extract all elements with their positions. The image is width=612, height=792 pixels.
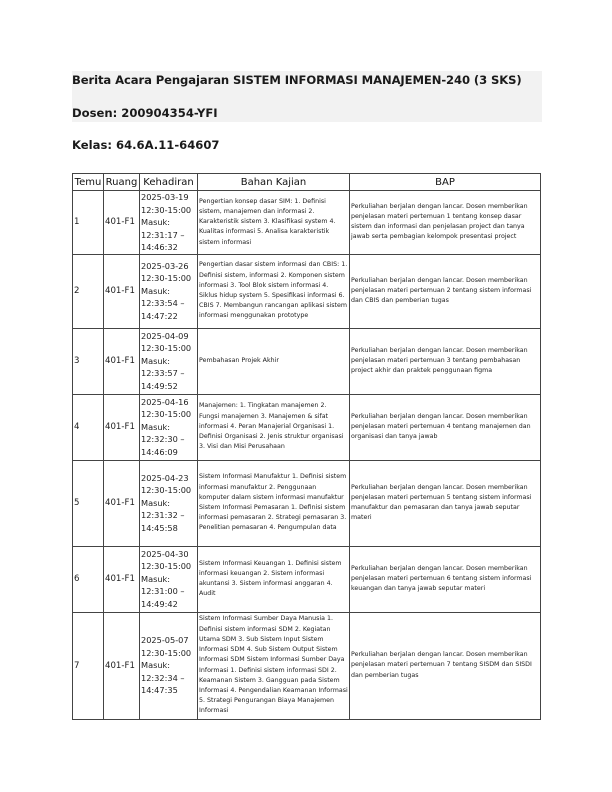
cell-ruang: 401-F1 (104, 546, 140, 612)
cell-bap: Perkuliahan berjalan dengan lancar. Dosen memberikan penjelasan materi pertemuan 6 tentang sistem informasi keuangan dan tanya jawab seputar materi (350, 546, 541, 612)
cell-bap: Perkuliahan berjalan dengan lancar. Dosen memberikan penjelasan materi pertemuan 3 tentang pembahasan project akhir dan praktek penggunaan figma (350, 328, 541, 394)
table-row (73, 191, 541, 255)
table-row (73, 254, 541, 328)
cell-bahan-kajian: Sistem Informasi Keuangan 1. Definisi sistem informasi keuangan 2. Sistem informasi akuntansi 3. Sistem informasi anggaran 4. Audit (198, 546, 350, 612)
cell-ruang: 401-F1 (104, 612, 140, 719)
table-header-row (73, 174, 541, 191)
cell-temu: 7 (73, 612, 104, 719)
cell-bap: Perkuliahan berjalan dengan lancar. Dosen memberikan penjelasan materi pertemuan 7 tentang SISDM dan SISDI dan pemberian tugas (350, 612, 541, 719)
cell-ruang: 401-F1 (104, 254, 140, 328)
cell-bahan-kajian: Sistem Informasi Sumber Daya Manusia 1. Definisi sistem informasi SDM 2. Kegiatan Utama SDM 3. Sub Sistem Input Sistem Informasi SDM 4. Sub Sistem Output Sistem Informasi SDM Sistem Informasi Sumber Daya Informasi 1. Definisi sistem informasi SDI 2. Keamanan Sistem 3. Gangguan pada Sistem Informasi 4. Pengendalian Keamanan Informasi 5. Strategi Pengurangan Biaya Manajemen Informasi (198, 612, 350, 719)
cell-bahan-kajian: Pengertian konsep dasar SIM: 1. Definisi sistem, manajemen dan informasi 2. Karakteristik sistem 3. Klasifikasi system 4. Kualitas informasi 5. Analisa karakteristik sistem informasi (198, 191, 350, 255)
cell-kehadiran: 2025-04-16 12:30-15:00 Masuk: 12:32:30 – 14:46:09 (140, 394, 198, 460)
cell-bahan-kajian: Pengertian dasar sistem informasi dan CBIS: 1. Definisi sistem, informasi 2. Komponen sistem informasi 3. Tool Blok sistem informasi 4. Siklus hidup system 5. Spesifikasi informasi 6. CBIS 7. Membangun rancangan aplikasi sistem informasi menggunakan prototype (198, 254, 350, 328)
col-header-ruang: Ruang (104, 174, 140, 191)
cell-kehadiran: 2025-03-19 12:30-15:00 Masuk: 12:31:17 –14:46:32 (140, 191, 198, 255)
cell-temu: 2 (73, 254, 104, 328)
col-header-temu: Temu (73, 174, 104, 191)
table-row (73, 460, 541, 546)
col-header-kehadiran: Kehadiran (140, 174, 198, 191)
cell-ruang: 401-F1 (104, 394, 140, 460)
teaching-report-table (72, 173, 541, 720)
cell-temu: 3 (73, 328, 104, 394)
lecturer-line: Dosen: 200904354-YFI (72, 106, 218, 120)
cell-kehadiran: 2025-05-07 12:30-15:00 Masuk: 12:32:34 – 14:47:35 (140, 612, 198, 719)
cell-temu: 6 (73, 546, 104, 612)
cell-bap: Perkuliahan berjalan dengan lancar. Dosen memberikan penjelasan materi pertemuan 2 tentang sistem informasi dan CBIS dan pemberian tugas (350, 254, 541, 328)
cell-temu: 4 (73, 394, 104, 460)
cell-bap: Perkuliahan berjalan dengan lancar. Dosen memberikan penjelasan materi pertemuan 1 tentang konsep dasar sistem dan informasi dan penjelasan project dan tanya jawab serta pembagian kelompok presentasi project (350, 191, 541, 255)
cell-bap: Perkuliahan berjalan dengan lancar. Dosen memberikan penjelasan materi pertemuan 4 tentang manajemen dan organisasi dan tanya jawab (350, 394, 541, 460)
col-header-bap: BAP (350, 174, 541, 191)
cell-kehadiran: 2025-04-30 12:30-15:00 Masuk: 12:31:00 – 14:49:42 (140, 546, 198, 612)
class-line: Kelas: 64.6A.11-64607 (72, 138, 220, 152)
cell-bahan-kajian: Sistem Informasi Manufaktur 1. Definisi sistem informasi manufaktur 2. Penggunaan komputer dalam sistem informasi manufaktur Sistem Informasi Pemasaran 1. Definisi sistem informasi pemasaran 2. Strategi pemasaran 3. Penelitian pemasaran 4. Pengumpulan data (198, 460, 350, 546)
cell-kehadiran: 2025-04-09 12:30-15:00 Masuk: 12:33:57 – 14:49:52 (140, 328, 198, 394)
cell-ruang: 401-F1 (104, 191, 140, 255)
cell-kehadiran: 2025-04-23 12:30-15:00 Masuk: 12:31:32 –14:45:58 (140, 460, 198, 546)
table-row (73, 612, 541, 719)
cell-ruang: 401-F1 (104, 460, 140, 546)
table-row (73, 394, 541, 460)
page-title: Berita Acara Pengajaran SISTEM INFORMASI MANAJEMEN-240 (3 SKS) (72, 73, 522, 87)
cell-temu: 5 (73, 460, 104, 546)
cell-bahan-kajian: Manajemen: 1. Tingkatan manajemen 2. Fungsi manajemen 3. Manajemen & sifat informasi 4. Peran Manajerial Organisasi 1. Definisi Organisasi 2. Jenis struktur organisasi 3. Visi dan Misi Perusahaan (198, 394, 350, 460)
table-row (73, 328, 541, 394)
col-header-bahan-kajian: Bahan Kajian (198, 174, 350, 191)
table-row (73, 546, 541, 612)
cell-kehadiran: 2025-03-26 12:30-15:00 Masuk: 12:33:54 – 14:47:22 (140, 254, 198, 328)
cell-bap: Perkuliahan berjalan dengan lancar. Dosen memberikan penjelasan materi pertemuan 5 tentang sistem informasi manufaktur dan pemasaran dan tanya jawab seputar materi (350, 460, 541, 546)
cell-ruang: 401-F1 (104, 328, 140, 394)
cell-bahan-kajian: Pembahasan Projek Akhir (198, 328, 350, 394)
cell-temu: 1 (73, 191, 104, 255)
